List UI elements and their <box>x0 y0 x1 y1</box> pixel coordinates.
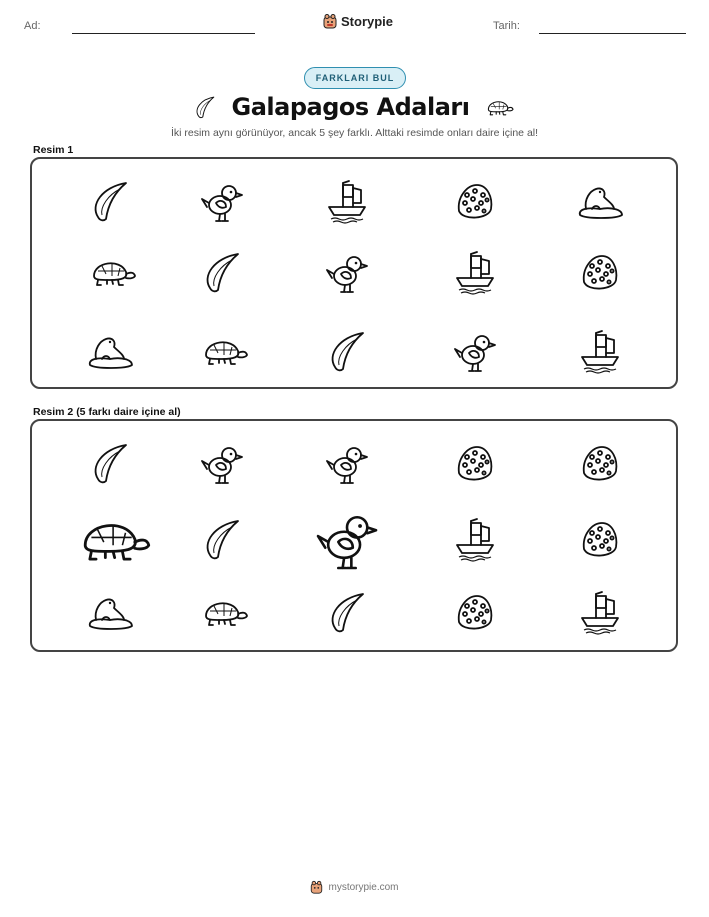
instructions: İki resim aynı görünüyor, ancak 5 şey farklı. Alttaki resimde onları daire içine al! <box>170 127 539 139</box>
date-label: Tarih: <box>493 20 520 32</box>
picture1-panel <box>30 157 678 389</box>
picture2-grid[interactable] <box>32 421 680 654</box>
picture2-ship-r3c5[interactable] <box>582 592 618 634</box>
name-field[interactable] <box>72 33 255 34</box>
picture1-bird-r3c4 <box>455 336 495 371</box>
picture1-bird-r1c2 <box>202 186 242 221</box>
picture2-sea-lion-r3c1[interactable] <box>90 599 132 629</box>
picture1-ship-r2c4 <box>457 252 493 294</box>
storypie-mascot-icon <box>310 880 323 894</box>
picture2-coral-r1c4[interactable] <box>459 447 492 480</box>
worksheet-type-badge: FARKLARI BUL <box>304 67 406 89</box>
picture2-bird-r1c2[interactable] <box>202 448 242 483</box>
picture1-ship-r3c5 <box>582 331 618 373</box>
picture2-coral-r2c5[interactable] <box>584 523 617 556</box>
page-title: Galapagos Adaları <box>231 93 470 121</box>
picture1-coral-r2c5 <box>584 256 617 289</box>
title-row <box>0 90 709 124</box>
picture1-grid <box>32 159 680 391</box>
picture1-bird-r2c3 <box>327 257 367 292</box>
picture2-tortoise-r3c2[interactable] <box>206 603 247 625</box>
brand-name: Storypie <box>341 13 394 29</box>
picture1-beak-r2c2 <box>208 254 238 291</box>
brand-logo <box>323 13 393 29</box>
picture1-sea-lion-r3c1 <box>90 338 132 368</box>
picture2-beak-r3c3[interactable] <box>333 594 363 631</box>
picture2-coral-r3c4[interactable] <box>459 596 492 629</box>
footer-url: mystorypie.com <box>328 881 399 893</box>
picture2-coral-r1c5[interactable] <box>584 447 617 480</box>
date-field[interactable] <box>539 33 686 34</box>
picture1-coral-r1c4 <box>459 185 492 218</box>
picture1-beak-r3c3 <box>333 333 363 370</box>
picture2-tortoise-r2c1[interactable] <box>85 525 149 559</box>
name-label: Ad: <box>24 20 41 32</box>
picture1-tortoise-r2c1 <box>94 263 135 285</box>
tortoise-icon <box>483 95 517 119</box>
picture2-beak-r2c2[interactable] <box>208 521 238 558</box>
picture1-tortoise-r3c2 <box>206 342 247 364</box>
picture2-label: Resim 2 (5 farkı daire içine al) <box>33 406 181 418</box>
picture2-ship-r2c4[interactable] <box>457 519 493 561</box>
picture1-ship-r1c3 <box>329 181 365 223</box>
picture1-sea-lion-r1c5 <box>580 188 622 218</box>
picture1-label: Resim 1 <box>33 144 74 156</box>
picture2-beak-r1c1[interactable] <box>96 445 126 482</box>
picture2-bird-r1c3[interactable] <box>327 448 367 483</box>
beak-icon <box>192 95 218 119</box>
footer <box>0 880 709 894</box>
storypie-mascot-icon <box>323 13 337 29</box>
picture2-bird-r2c3[interactable] <box>318 517 376 568</box>
picture1-beak-r1c1 <box>96 183 126 220</box>
picture2-panel[interactable] <box>30 419 678 652</box>
